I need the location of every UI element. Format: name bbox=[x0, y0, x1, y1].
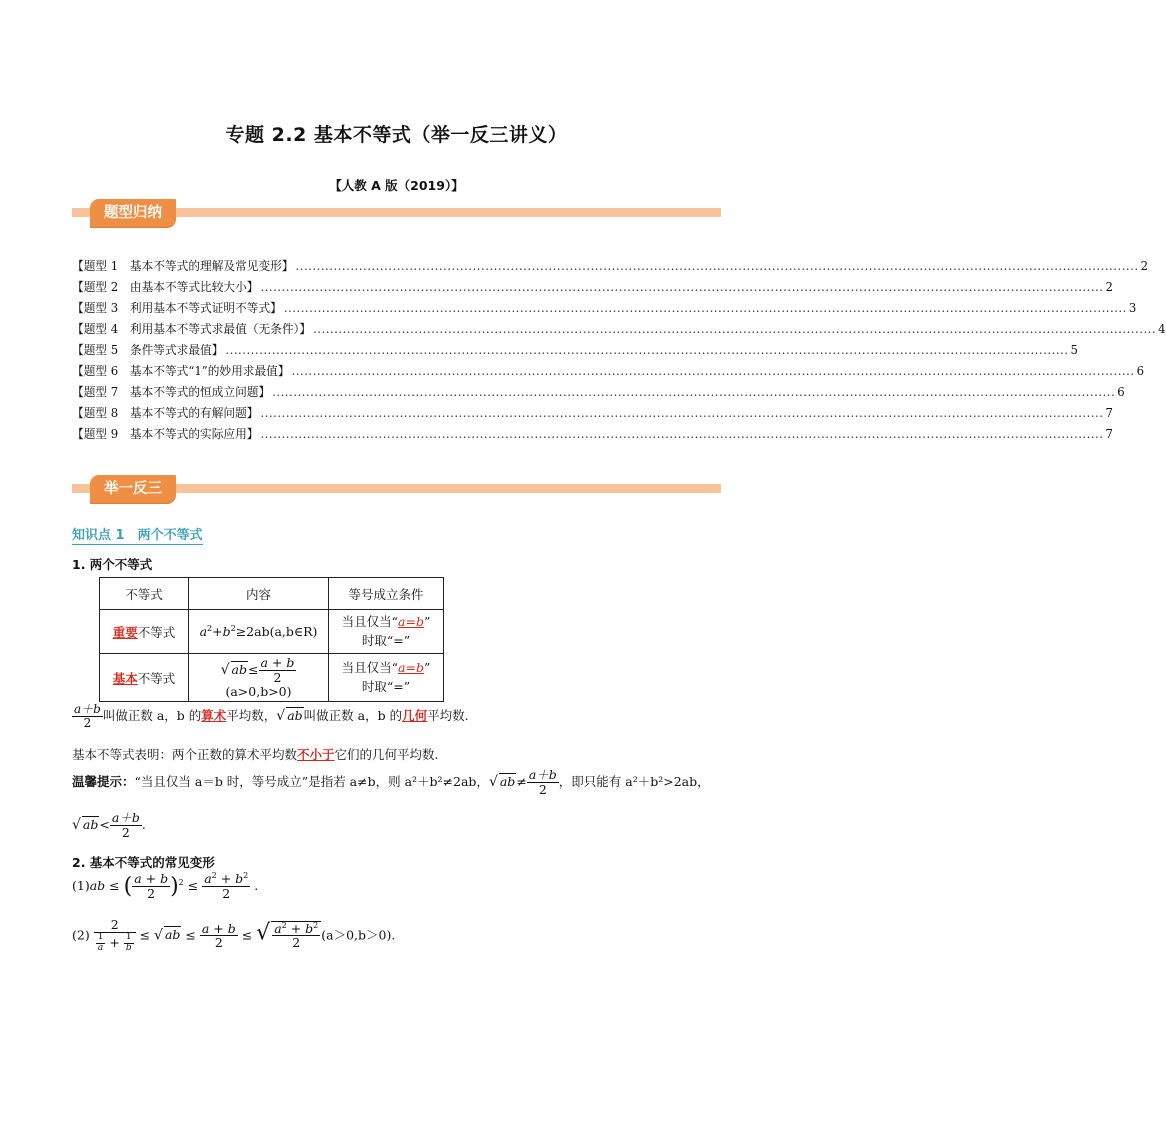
variant-formula-1: (1)ab ≤ ( $\frac{a + b}{2}$ )$^2$ ≤ $\frac{a^2 + b^2}{2}$ . bbox=[72, 871, 259, 901]
tip-label: 温馨提示： bbox=[72, 773, 135, 789]
table-cell-text: 不等式 bbox=[137, 670, 176, 686]
toc-page-number: 6 bbox=[1117, 385, 1125, 399]
toc-entry-label: 【题型 7 基本不等式的恒成立问题】 bbox=[72, 385, 271, 399]
toc-entry-label: 【题型 3 利用基本不等式证明不等式】 bbox=[72, 301, 282, 315]
formula-text: ≥2ab(a,b∈R) bbox=[235, 624, 318, 639]
toc-page-number: 7 bbox=[1105, 406, 1113, 420]
toc-entry[interactable] bbox=[72, 384, 1125, 405]
formula-text: (a>0,b>0) bbox=[225, 684, 292, 700]
inequality-statement: 基本不等式表明：两个正数的算术平均数不小于它们的几何平均数. bbox=[72, 747, 439, 762]
table-header-cell: 等号成立条件 bbox=[329, 578, 444, 610]
page-title: 专题 2.2 基本不等式（举一反三讲义） bbox=[225, 124, 568, 146]
table-of-contents bbox=[72, 258, 1166, 447]
toc-page-number: 2 bbox=[1105, 280, 1113, 294]
table-header-cell: 不等式 bbox=[100, 578, 189, 610]
toc-leader-dots: ........................................................................................................................................................................................................ bbox=[291, 364, 1135, 378]
keyword-important: 重要 bbox=[112, 624, 138, 640]
table-cell-condition: 当且仅当“a=b” 时取“=” bbox=[329, 654, 444, 702]
section-badge-types: 题型归纳 bbox=[90, 199, 176, 227]
toc-page-number: 6 bbox=[1136, 364, 1145, 378]
table-cell-formula: √ ab≤ $\frac{a + b}{2}$ (a>0,b>0) bbox=[189, 654, 329, 702]
toc-page-number: 4 bbox=[1158, 322, 1166, 336]
toc-leader-dots: ........................................................................................................................................................................................................ bbox=[283, 301, 1127, 315]
keyword-arithmetic: 算术 bbox=[201, 708, 227, 724]
table-cell-text: 不等式 bbox=[137, 624, 176, 640]
toc-leader-dots: ........................................................................................................................................................................................................ bbox=[260, 427, 1104, 441]
toc-page-number: 5 bbox=[1070, 343, 1078, 357]
keyword-basic: 基本 bbox=[112, 670, 138, 686]
toc-page-number: 3 bbox=[1128, 301, 1137, 315]
toc-leader-dots: ........................................................................................................................................................................................................ bbox=[272, 385, 1116, 399]
toc-entry[interactable] bbox=[72, 363, 1145, 384]
equality-condition: a=b bbox=[398, 613, 424, 629]
tip-continuation: √ ab< $\frac{a+b}{2}$ . bbox=[72, 810, 146, 840]
toc-entry-label: 【题型 5 条件等式求最值】 bbox=[72, 343, 224, 357]
knowledge-point-title: 知识点 1 两个不等式 bbox=[72, 524, 203, 545]
heading-variants: 2. 基本不等式的常见变形 bbox=[72, 855, 215, 870]
toc-leader-dots: ........................................................................................................................................................................................................ bbox=[260, 280, 1104, 294]
keyword-not-less-than: 不小于 bbox=[297, 747, 335, 762]
table-cell-condition: 当且仅当“a=b” 时取“=” bbox=[329, 610, 444, 654]
table-header-cell: 内容 bbox=[189, 578, 329, 610]
toc-entry[interactable] bbox=[72, 405, 1113, 426]
variant-formula-2: (2) 2 $\frac{1}{a}$ + $\frac{1}{b}$ ≤ √ ab ≤ $\frac{a + b}{2}$ ≤ √ $\frac{a^2 + b^2}{2}$ (a＞0,b＞0). bbox=[72, 917, 396, 953]
toc-entry-label: 【题型 8 基本不等式的有解问题】 bbox=[72, 406, 259, 420]
inequality-table bbox=[99, 577, 444, 702]
table-cell-type bbox=[100, 654, 189, 702]
means-definition: $\frac{a+b}{2}$ 叫做正数 a，b 的算术平均数，√ ab叫做正数 a，b 的几何平均数. bbox=[74, 702, 469, 731]
toc-leader-dots: ........................................................................................................................................................................................................ bbox=[225, 343, 1069, 357]
keyword-geometric: 几何 bbox=[402, 708, 428, 724]
page-subtitle: 【人教 A 版（2019）】 bbox=[329, 178, 464, 193]
toc-leader-dots: ........................................................................................................................................................................................................ bbox=[313, 322, 1157, 336]
equality-condition: a=b bbox=[398, 659, 424, 675]
toc-entry[interactable] bbox=[72, 321, 1166, 342]
toc-page-number: 7 bbox=[1105, 427, 1113, 441]
table-cell-type bbox=[100, 610, 189, 654]
table-cell-formula: $a^2+b^2\ge 2ab(a,b\in R)$ bbox=[189, 610, 329, 654]
toc-entry-label: 【题型 4 利用基本不等式求最值（无条件）】 bbox=[72, 322, 312, 336]
toc-leader-dots: ........................................................................................................................................................................................................ bbox=[260, 406, 1104, 420]
toc-entry-label: 【题型 1 基本不等式的理解及常见变形】 bbox=[72, 259, 294, 273]
toc-entry[interactable] bbox=[72, 342, 1078, 363]
toc-entry[interactable] bbox=[72, 279, 1113, 300]
toc-entry-label: 【题型 6 基本不等式“1”的妙用求最值】 bbox=[72, 364, 290, 378]
tip-paragraph: 温馨提示：“当且仅当 a＝b 时，等号成立”是指若 a≠b，则 a²＋b²≠2ab，√ ab≠ $\frac{a+b}{2}$ ，即只能有 a²＋b²>2ab， bbox=[72, 767, 710, 797]
toc-entry[interactable] bbox=[72, 300, 1137, 321]
heading-two-inequalities: 1. 两个不等式 bbox=[72, 557, 153, 572]
toc-leader-dots: ........................................................................................................................................................................................................ bbox=[295, 259, 1139, 273]
toc-entry[interactable] bbox=[72, 426, 1113, 447]
toc-entry-label: 【题型 9 基本不等式的实际应用】 bbox=[72, 427, 259, 441]
toc-entry[interactable] bbox=[72, 258, 1148, 279]
toc-entry-label: 【题型 2 由基本不等式比较大小】 bbox=[72, 280, 259, 294]
section-badge-practice: 举一反三 bbox=[90, 475, 176, 503]
toc-page-number: 2 bbox=[1140, 259, 1148, 273]
